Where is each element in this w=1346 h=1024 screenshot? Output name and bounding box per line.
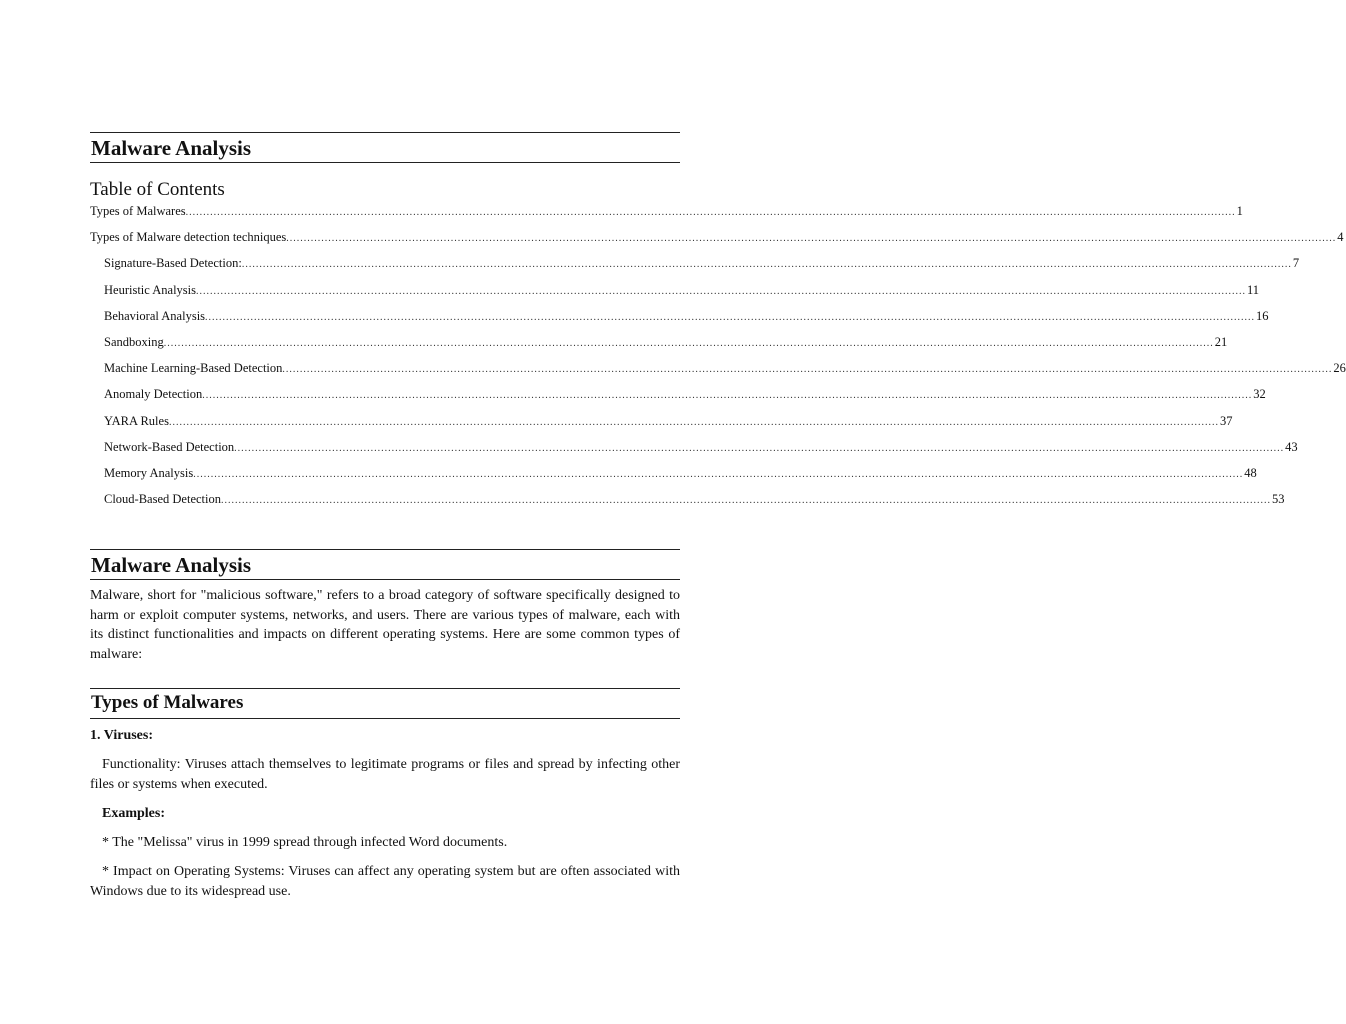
toc-entry-page-number: 21 xyxy=(1214,335,1228,350)
intro-paragraph: Malware, short for "malicious software," refers to a broad category of software specifically designed to harm or exploit computer systems, networks, and users. There are various types of malware, each with its distinct functionalities and impacts on different operating systems. Here are some common types of malware: xyxy=(90,588,680,662)
toc-dot-leader: ............................................................................................................................................................................................................................................................................................................ xyxy=(196,285,1247,297)
toc-entry-label: YARA Rules xyxy=(104,413,169,428)
toc-entry-label: Cloud-Based Detection xyxy=(104,492,221,507)
toc-entry-page-number: 48 xyxy=(1244,466,1257,481)
toc-entry[interactable] xyxy=(90,199,1243,225)
toc-dot-leader: ............................................................................................................................................................................................................................................................................................................ xyxy=(286,233,1337,245)
toc-entry-page-number: 7 xyxy=(1292,256,1300,271)
toc-entry-label: Memory Analysis xyxy=(104,466,194,481)
toc-entry-label: Anomaly Detection xyxy=(104,387,203,402)
toc-entry-label: Signature-Based Detection: xyxy=(104,256,242,271)
toc-dot-leader: ............................................................................................................................................................................................................................................................................................................ xyxy=(282,364,1333,376)
toc-entry-label: Machine Learning-Based Detection xyxy=(104,361,283,376)
toc-entry[interactable] xyxy=(90,251,1300,277)
toc-dot-leader: ............................................................................................................................................................................................................................................................................................................ xyxy=(163,338,1214,350)
toc-heading-top-rule xyxy=(90,132,680,133)
toc-entry-label: Network-Based Detection xyxy=(104,439,235,454)
example-item: * Impact on Operating Systems: Viruses can affect any operating system but are often associated with Windows due to its widespread use. xyxy=(90,864,680,899)
examples-label: Examples: xyxy=(102,806,165,821)
toc-dot-leader: ............................................................................................................................................................................................................................................................................................................ xyxy=(185,207,1236,218)
toc-dot-leader: ............................................................................................................................................................................................................................................................................................................ xyxy=(202,390,1253,402)
toc-dot-leader: ............................................................................................................................................................................................................................................................................................................ xyxy=(241,259,1292,271)
toc-entry[interactable] xyxy=(90,304,1269,330)
toc-entry[interactable] xyxy=(90,435,1298,461)
intro-heading-bottom-rule xyxy=(90,579,680,580)
toc-dot-leader: ............................................................................................................................................................................................................................................................................................................ xyxy=(221,495,1271,507)
toc-entry-page-number: 11 xyxy=(1247,282,1260,297)
toc-entry-page-number: 16 xyxy=(1256,308,1269,323)
toc-dot-leader: ............................................................................................................................................................................................................................................................................................................ xyxy=(205,311,1256,323)
toc-entry-label: Behavioral Analysis xyxy=(104,308,206,323)
viruses-title: 1. Viruses: xyxy=(90,728,153,743)
toc-entry-label: Types of Malware detection techniques xyxy=(90,230,287,245)
toc-entry[interactable] xyxy=(90,225,1344,251)
toc-entry-page-number: 32 xyxy=(1253,387,1266,402)
types-heading-bottom-rule xyxy=(90,718,680,719)
toc-entry[interactable] xyxy=(90,278,1260,304)
toc-entry-page-number: 43 xyxy=(1285,439,1298,454)
toc-entry-label: Heuristic Analysis xyxy=(104,282,197,297)
toc-entry[interactable] xyxy=(90,382,1266,408)
intro-heading-top-rule xyxy=(90,549,680,550)
toc-title: Table of Contents xyxy=(90,179,225,200)
toc-dot-leader: ............................................................................................................................................................................................................................................................................................................ xyxy=(168,416,1219,428)
toc-entry-page-number: 26 xyxy=(1333,361,1346,376)
intro-section-heading: Malware Analysis xyxy=(91,553,252,577)
viruses-functionality: Functionality: Viruses attach themselves to legitimate programs or files and spread by infecting other files or systems when executed. xyxy=(90,757,680,792)
toc-entry-page-number: 37 xyxy=(1219,413,1233,428)
toc-entry-label: Sandboxing xyxy=(104,335,164,350)
table-of-contents xyxy=(90,199,1346,513)
toc-entry-label: Types of Malwares xyxy=(90,204,186,218)
toc-heading-bottom-rule xyxy=(90,162,680,163)
example-item: * The "Melissa" virus in 1999 spread through infected Word documents. xyxy=(102,835,508,850)
toc-section-heading: Malware Analysis xyxy=(91,136,252,160)
toc-entry[interactable] xyxy=(90,409,1233,435)
toc-entry[interactable] xyxy=(90,330,1228,356)
toc-dot-leader: ............................................................................................................................................................................................................................................................................................................ xyxy=(234,442,1285,454)
toc-dot-leader: ............................................................................................................................................................................................................................................................................................................ xyxy=(193,469,1244,481)
toc-entry[interactable] xyxy=(90,356,1346,382)
types-section-heading: Types of Malwares xyxy=(91,692,244,713)
toc-entry[interactable] xyxy=(90,461,1257,487)
toc-entry[interactable] xyxy=(90,487,1285,513)
toc-entry-page-number: 1 xyxy=(1236,204,1243,218)
toc-entry-page-number: 4 xyxy=(1337,230,1344,245)
toc-entry-page-number: 53 xyxy=(1272,492,1285,507)
